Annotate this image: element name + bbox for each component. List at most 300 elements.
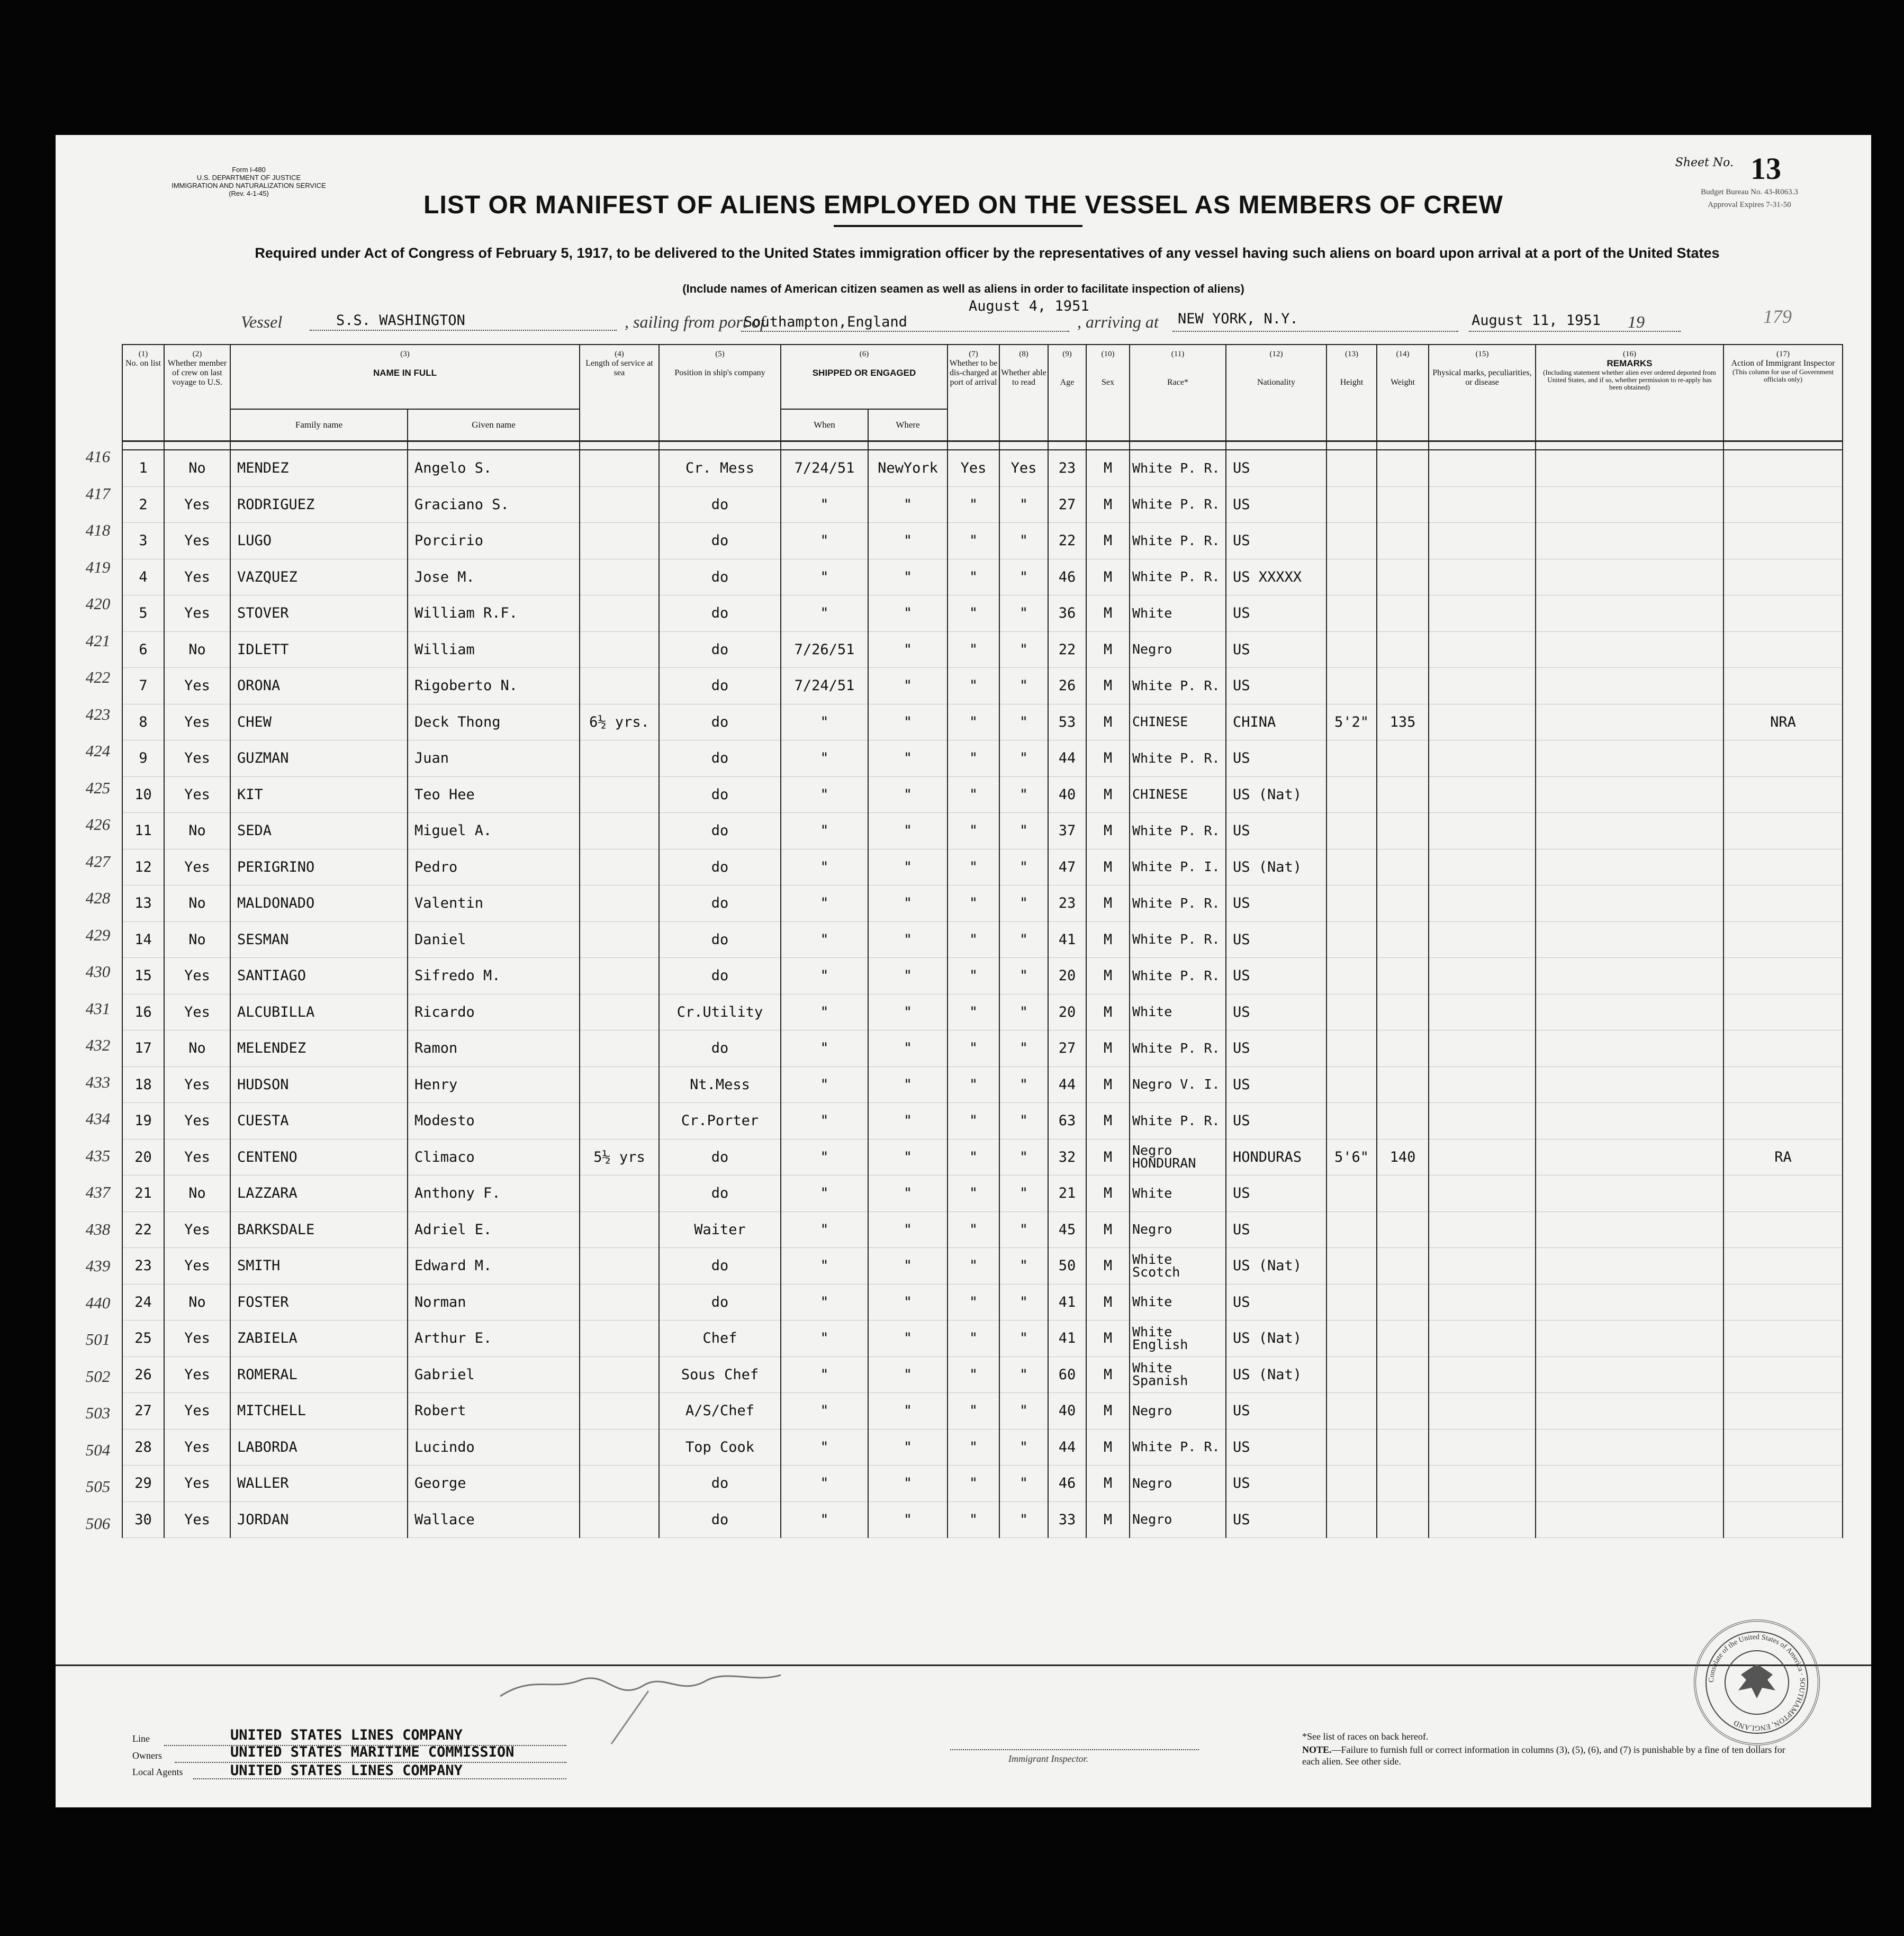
height-cell xyxy=(1327,1175,1377,1212)
race-cell: Negro xyxy=(1130,1501,1226,1538)
last-voyage-cell: No xyxy=(164,1175,230,1212)
height-cell xyxy=(1327,921,1377,958)
position-cell: do xyxy=(659,704,781,740)
shipped-where-cell: " xyxy=(868,1356,948,1393)
sheet-number: 13 xyxy=(1750,151,1781,186)
weight-cell xyxy=(1377,849,1429,885)
col-header-when: When xyxy=(781,409,868,441)
given-name-cell: George xyxy=(408,1465,580,1502)
able-to-read-cell: " xyxy=(999,1465,1048,1502)
sex-cell: M xyxy=(1086,1211,1130,1248)
row-number-cell: 30 xyxy=(122,1501,164,1538)
table-row xyxy=(122,1501,1843,1538)
handwritten-line-number: 435 xyxy=(85,1146,111,1165)
discharged-cell: " xyxy=(948,1465,999,1502)
able-to-read-cell: " xyxy=(999,704,1048,740)
race-cell: White P. R. xyxy=(1130,813,1226,849)
shipped-when-cell: " xyxy=(781,1066,868,1103)
position-cell: Cr.Porter xyxy=(659,1103,781,1139)
remarks-cell xyxy=(1536,1429,1723,1465)
discharged-cell: " xyxy=(948,885,999,922)
handwritten-line-number: 417 xyxy=(85,484,111,503)
length-of-service-cell xyxy=(580,1175,659,1212)
weight-cell: 140 xyxy=(1377,1139,1429,1175)
nationality-cell: US (Nat) xyxy=(1226,1356,1327,1393)
weight-cell xyxy=(1377,486,1429,523)
handwritten-line-number: 421 xyxy=(85,631,111,650)
row-number-cell: 7 xyxy=(122,668,164,704)
weight-cell xyxy=(1377,958,1429,994)
owners-value: UNITED STATES MARITIME COMMISSION xyxy=(230,1744,515,1760)
sex-cell: M xyxy=(1086,1284,1130,1320)
shipped-where-cell: " xyxy=(868,486,948,523)
able-to-read-cell: " xyxy=(999,1211,1048,1248)
shipped-when-cell: " xyxy=(781,885,868,922)
nationality-cell: US (Nat) xyxy=(1226,1248,1327,1284)
port-to: NEW YORK, N.Y. xyxy=(1178,311,1298,327)
remarks-cell xyxy=(1536,849,1723,885)
inspector-label: Immigrant Inspector. xyxy=(1008,1753,1088,1764)
given-name-cell: Robert xyxy=(408,1393,580,1430)
handwritten-line-number: 422 xyxy=(85,668,111,686)
age-cell: 41 xyxy=(1048,921,1086,958)
last-voyage-cell: Yes xyxy=(164,776,230,813)
weight-cell xyxy=(1377,523,1429,559)
sex-cell: M xyxy=(1086,1139,1130,1175)
able-to-read-cell: " xyxy=(999,958,1048,994)
race-cell: White English xyxy=(1130,1320,1226,1357)
nationality-cell: US xyxy=(1226,921,1327,958)
able-to-read-cell: " xyxy=(999,1320,1048,1357)
height-cell xyxy=(1327,1356,1377,1393)
discharged-cell: " xyxy=(948,776,999,813)
weight-cell xyxy=(1377,595,1429,632)
discharged-cell: " xyxy=(948,1501,999,1538)
inspector-action-cell xyxy=(1723,1356,1843,1393)
height-cell xyxy=(1327,958,1377,994)
arrival-date: August 11, 1951 xyxy=(1472,312,1601,329)
last-voyage-cell: Yes xyxy=(164,1429,230,1465)
position-cell: do xyxy=(659,885,781,922)
able-to-read-cell: " xyxy=(999,523,1048,559)
able-to-read-cell: " xyxy=(999,1501,1048,1538)
given-name-cell: Valentin xyxy=(408,885,580,922)
given-name-cell: Juan xyxy=(408,740,580,777)
given-name-cell: Henry xyxy=(408,1066,580,1103)
family-name-cell: FOSTER xyxy=(230,1284,408,1320)
sex-cell: M xyxy=(1086,1501,1130,1538)
race-cell: White xyxy=(1130,994,1226,1030)
table-row xyxy=(122,450,1843,486)
shipped-when-cell: " xyxy=(781,1356,868,1393)
physical-marks-cell xyxy=(1429,1030,1536,1067)
race-cell: Negro V. I. xyxy=(1130,1066,1226,1103)
row-number-cell: 24 xyxy=(122,1284,164,1320)
weight-cell xyxy=(1377,1175,1429,1212)
row-number-cell: 27 xyxy=(122,1393,164,1430)
inspector-action-cell xyxy=(1723,1501,1843,1538)
row-number-cell: 8 xyxy=(122,704,164,740)
race-cell: White P. R. xyxy=(1130,921,1226,958)
shipped-when-cell: " xyxy=(781,1393,868,1430)
physical-marks-cell xyxy=(1429,1248,1536,1284)
inspector-action-cell xyxy=(1723,1429,1843,1465)
inspector-action-cell xyxy=(1723,1030,1843,1067)
height-cell xyxy=(1327,1320,1377,1357)
table-row xyxy=(122,668,1843,704)
handwritten-signature xyxy=(490,1617,786,1754)
discharged-cell: " xyxy=(948,1356,999,1393)
physical-marks-cell xyxy=(1429,1501,1536,1538)
shipped-when-cell: " xyxy=(781,1501,868,1538)
nationality-cell: US xyxy=(1226,1284,1327,1320)
col-header-no: (1) No. on list xyxy=(122,345,164,441)
weight-cell xyxy=(1377,1211,1429,1248)
handwritten-line-number: 502 xyxy=(85,1367,111,1386)
race-cell: Negro xyxy=(1130,1211,1226,1248)
race-cell: White P. R. xyxy=(1130,1429,1226,1465)
age-cell: 44 xyxy=(1048,740,1086,777)
physical-marks-cell xyxy=(1429,849,1536,885)
weight-cell xyxy=(1377,1320,1429,1357)
handwritten-line-number: 418 xyxy=(85,521,111,539)
shipped-where-cell: " xyxy=(868,1501,948,1538)
table-row xyxy=(122,1211,1843,1248)
remarks-cell xyxy=(1536,1066,1723,1103)
col-header-weight: (14) Weight xyxy=(1377,345,1429,441)
table-row xyxy=(122,486,1843,523)
weight-cell xyxy=(1377,885,1429,922)
sex-cell: M xyxy=(1086,1066,1130,1103)
row-number-cell: 3 xyxy=(122,523,164,559)
length-of-service-cell xyxy=(580,450,659,486)
length-of-service-cell xyxy=(580,849,659,885)
last-voyage-cell: Yes xyxy=(164,740,230,777)
race-cell: White Scotch xyxy=(1130,1248,1226,1284)
able-to-read-cell: " xyxy=(999,1139,1048,1175)
remarks-cell xyxy=(1536,486,1723,523)
nationality-cell: US XXXXX xyxy=(1226,559,1327,595)
shipped-when-cell: " xyxy=(781,1465,868,1502)
remarks-cell xyxy=(1536,1175,1723,1212)
shipped-where-cell: " xyxy=(868,1103,948,1139)
shipped-where-cell: " xyxy=(868,559,948,595)
nationality-cell: US xyxy=(1226,1465,1327,1502)
age-cell: 23 xyxy=(1048,450,1086,486)
last-voyage-cell: Yes xyxy=(164,994,230,1030)
length-of-service-cell xyxy=(580,958,659,994)
row-number-cell: 9 xyxy=(122,740,164,777)
able-to-read-cell: " xyxy=(999,1248,1048,1284)
weight-cell xyxy=(1377,1356,1429,1393)
weight-cell xyxy=(1377,1393,1429,1430)
position-cell: Top Cook xyxy=(659,1429,781,1465)
table-row xyxy=(122,559,1843,595)
discharged-cell: " xyxy=(948,921,999,958)
inspector-action-cell xyxy=(1723,486,1843,523)
table-row xyxy=(122,595,1843,632)
row-number-cell: 5 xyxy=(122,595,164,632)
nationality-cell: US xyxy=(1226,994,1327,1030)
shipped-where-cell: " xyxy=(868,885,948,922)
age-cell: 44 xyxy=(1048,1066,1086,1103)
family-name-cell: GUZMAN xyxy=(230,740,408,777)
race-cell: Negro xyxy=(1130,631,1226,668)
race-cell: CHINESE xyxy=(1130,776,1226,813)
table-row xyxy=(122,1139,1843,1175)
position-cell: do xyxy=(659,1501,781,1538)
weight-cell xyxy=(1377,1429,1429,1465)
row-number-cell: 28 xyxy=(122,1429,164,1465)
col-header-height: (13) Height xyxy=(1327,345,1377,441)
inspector-action-cell xyxy=(1723,776,1843,813)
row-number-cell: 20 xyxy=(122,1139,164,1175)
shipped-where-cell: " xyxy=(868,1248,948,1284)
discharged-cell: " xyxy=(948,1139,999,1175)
row-number-cell: 4 xyxy=(122,559,164,595)
row-number-cell: 16 xyxy=(122,994,164,1030)
nationality-cell: US xyxy=(1226,813,1327,849)
row-number-cell: 29 xyxy=(122,1465,164,1502)
handwritten-line-number: 426 xyxy=(85,815,111,834)
family-name-cell: SMITH xyxy=(230,1248,408,1284)
family-name-cell: CHEW xyxy=(230,704,408,740)
length-of-service-cell xyxy=(580,486,659,523)
position-cell: do xyxy=(659,921,781,958)
discharged-cell: " xyxy=(948,740,999,777)
height-cell xyxy=(1327,1103,1377,1139)
shipped-when-cell: 7/24/51 xyxy=(781,450,868,486)
discharged-cell: " xyxy=(948,813,999,849)
shipped-when-cell: " xyxy=(781,1429,868,1465)
family-name-cell: ORONA xyxy=(230,668,408,704)
arriving-label: , arriving at xyxy=(1077,312,1159,331)
shipped-when-cell: 7/24/51 xyxy=(781,668,868,704)
length-of-service-cell xyxy=(580,994,659,1030)
handwritten-line-number: 437 xyxy=(85,1183,111,1201)
physical-marks-cell xyxy=(1429,1356,1536,1393)
length-of-service-cell xyxy=(580,813,659,849)
handwritten-line-number: 506 xyxy=(85,1514,111,1533)
position-cell: do xyxy=(659,813,781,849)
remarks-cell xyxy=(1536,813,1723,849)
table-row xyxy=(122,631,1843,668)
position-cell: do xyxy=(659,1284,781,1320)
height-cell xyxy=(1327,523,1377,559)
race-cell: White P. R. xyxy=(1130,1103,1226,1139)
sex-cell: M xyxy=(1086,813,1130,849)
line-value: UNITED STATES LINES COMPANY xyxy=(230,1727,463,1743)
able-to-read-cell: " xyxy=(999,1429,1048,1465)
age-cell: 45 xyxy=(1048,1211,1086,1248)
handwritten-line-number: 504 xyxy=(85,1440,111,1459)
physical-marks-cell xyxy=(1429,994,1536,1030)
nationality-cell: US xyxy=(1226,668,1327,704)
physical-marks-cell xyxy=(1429,740,1536,777)
col-header-shipped: (6) SHIPPED OR ENGAGED xyxy=(781,345,948,409)
physical-marks-cell xyxy=(1429,921,1536,958)
weight-cell xyxy=(1377,559,1429,595)
shipped-where-cell: " xyxy=(868,921,948,958)
shipped-where-cell: " xyxy=(868,523,948,559)
physical-marks-cell xyxy=(1429,1320,1536,1357)
family-name-cell: KIT xyxy=(230,776,408,813)
inspector-action-cell xyxy=(1723,559,1843,595)
given-name-cell: Porcirio xyxy=(408,523,580,559)
inspector-action-cell xyxy=(1723,631,1843,668)
given-name-cell: Deck Thong xyxy=(408,704,580,740)
race-cell: White xyxy=(1130,1175,1226,1212)
row-number-cell: 15 xyxy=(122,958,164,994)
row-number-cell: 26 xyxy=(122,1356,164,1393)
family-name-cell: ZABIELA xyxy=(230,1320,408,1357)
sailing-label: , sailing from port of xyxy=(625,312,765,331)
race-cell: Negro HONDURAN xyxy=(1130,1139,1226,1175)
position-cell: A/S/Chef xyxy=(659,1393,781,1430)
inspector-action-cell xyxy=(1723,668,1843,704)
sex-cell: M xyxy=(1086,958,1130,994)
length-of-service-cell xyxy=(580,1393,659,1430)
last-voyage-cell: Yes xyxy=(164,1320,230,1357)
height-cell xyxy=(1327,994,1377,1030)
physical-marks-cell xyxy=(1429,1175,1536,1212)
table-row xyxy=(122,1429,1843,1465)
col-header-age: (9) Age xyxy=(1048,345,1086,441)
physical-marks-cell xyxy=(1429,1429,1536,1465)
family-name-cell: JORDAN xyxy=(230,1501,408,1538)
requirement-text: Required under Act of Congress of February 5, 1917, to be delivered to the United States immigration officer by the representatives of any vessel having such aliens on board upon arrival at a port of the United States xyxy=(255,245,1720,261)
inspector-action-cell xyxy=(1723,1284,1843,1320)
length-of-service-cell xyxy=(580,1066,659,1103)
race-cell: White xyxy=(1130,1284,1226,1320)
race-cell: White xyxy=(1130,595,1226,632)
age-cell: 36 xyxy=(1048,595,1086,632)
sex-cell: M xyxy=(1086,668,1130,704)
vessel-name: S.S. WASHINGTON xyxy=(336,312,465,329)
page-title: LIST OR MANIFEST OF ALIENS EMPLOYED ON THE VESSEL AS MEMBERS OF CREW xyxy=(423,191,1503,219)
family-name-cell: SESMAN xyxy=(230,921,408,958)
row-number-cell: 18 xyxy=(122,1066,164,1103)
height-cell xyxy=(1327,849,1377,885)
given-name-cell: Daniel xyxy=(408,921,580,958)
physical-marks-cell xyxy=(1429,1103,1536,1139)
length-of-service-cell xyxy=(580,523,659,559)
able-to-read-cell: " xyxy=(999,921,1048,958)
shipped-where-cell: " xyxy=(868,631,948,668)
remarks-cell xyxy=(1536,1393,1723,1430)
given-name-cell: Arthur E. xyxy=(408,1320,580,1357)
position-cell: Chef xyxy=(659,1320,781,1357)
height-cell xyxy=(1327,595,1377,632)
physical-marks-cell xyxy=(1429,486,1536,523)
port-from: Southampton,England xyxy=(744,314,907,330)
age-cell: 63 xyxy=(1048,1103,1086,1139)
weight-cell xyxy=(1377,668,1429,704)
discharged-cell: " xyxy=(948,1284,999,1320)
shipped-when-cell: " xyxy=(781,958,868,994)
remarks-cell xyxy=(1536,1211,1723,1248)
nationality-cell: US xyxy=(1226,486,1327,523)
nationality-cell: US xyxy=(1226,1030,1327,1067)
sex-cell: M xyxy=(1086,1103,1130,1139)
age-cell: 46 xyxy=(1048,1465,1086,1502)
weight-cell xyxy=(1377,1030,1429,1067)
physical-marks-cell xyxy=(1429,704,1536,740)
last-voyage-cell: Yes xyxy=(164,1103,230,1139)
height-cell xyxy=(1327,450,1377,486)
height-cell xyxy=(1327,1429,1377,1465)
nationality-cell: US xyxy=(1226,1211,1327,1248)
able-to-read-cell: " xyxy=(999,740,1048,777)
length-of-service-cell xyxy=(580,1030,659,1067)
able-to-read-cell: Yes xyxy=(999,450,1048,486)
family-name-cell: HUDSON xyxy=(230,1066,408,1103)
age-cell: 41 xyxy=(1048,1320,1086,1357)
crew-rows xyxy=(122,450,1843,1538)
family-name-cell: CENTENO xyxy=(230,1139,408,1175)
handwritten-line-number: 429 xyxy=(85,925,111,944)
col-header-position: (5) Position in ship's company xyxy=(659,345,781,441)
nationality-cell: US xyxy=(1226,595,1327,632)
race-cell: White P. R. xyxy=(1130,668,1226,704)
race-cell: Negro xyxy=(1130,1465,1226,1502)
race-cell: White P. R. xyxy=(1130,450,1226,486)
table-row xyxy=(122,885,1843,922)
last-voyage-cell: No xyxy=(164,813,230,849)
last-voyage-cell: No xyxy=(164,885,230,922)
weight-cell xyxy=(1377,1284,1429,1320)
given-name-cell: Edward M. xyxy=(408,1248,580,1284)
given-name-cell: Graciano S. xyxy=(408,486,580,523)
handwritten-line-number: 433 xyxy=(85,1072,111,1091)
discharged-cell: " xyxy=(948,1066,999,1103)
discharged-cell: " xyxy=(948,1175,999,1212)
race-note: *See list of races on back hereof. xyxy=(1302,1731,1429,1742)
sail-date: August 4, 1951 xyxy=(969,298,1089,314)
shipped-where-cell: " xyxy=(868,776,948,813)
last-voyage-cell: Yes xyxy=(164,486,230,523)
given-name-cell: William R.F. xyxy=(408,595,580,632)
age-cell: 33 xyxy=(1048,1501,1086,1538)
weight-cell xyxy=(1377,921,1429,958)
given-name-cell: Rigoberto N. xyxy=(408,668,580,704)
able-to-read-cell: " xyxy=(999,486,1048,523)
length-of-service-cell xyxy=(580,1284,659,1320)
table-row xyxy=(122,994,1843,1030)
shipped-when-cell: " xyxy=(781,486,868,523)
shipped-when-cell: " xyxy=(781,523,868,559)
height-cell xyxy=(1327,885,1377,922)
inspector-action-cell xyxy=(1723,1211,1843,1248)
discharged-cell: " xyxy=(948,1320,999,1357)
weight-cell xyxy=(1377,1501,1429,1538)
family-name-cell: SANTIAGO xyxy=(230,958,408,994)
table-row xyxy=(122,1320,1843,1357)
family-name-cell: MELENDEZ xyxy=(230,1030,408,1067)
position-cell: do xyxy=(659,1465,781,1502)
handwritten-line-number: 501 xyxy=(85,1330,111,1349)
given-name-cell: Angelo S. xyxy=(408,450,580,486)
shipped-when-cell: " xyxy=(781,1030,868,1067)
table-row xyxy=(122,1066,1843,1103)
length-of-service-cell xyxy=(580,595,659,632)
length-of-service-cell xyxy=(580,1103,659,1139)
age-cell: 60 xyxy=(1048,1356,1086,1393)
length-of-service-cell xyxy=(580,1501,659,1538)
age-cell: 41 xyxy=(1048,1284,1086,1320)
length-of-service-cell xyxy=(580,1248,659,1284)
height-cell xyxy=(1327,631,1377,668)
